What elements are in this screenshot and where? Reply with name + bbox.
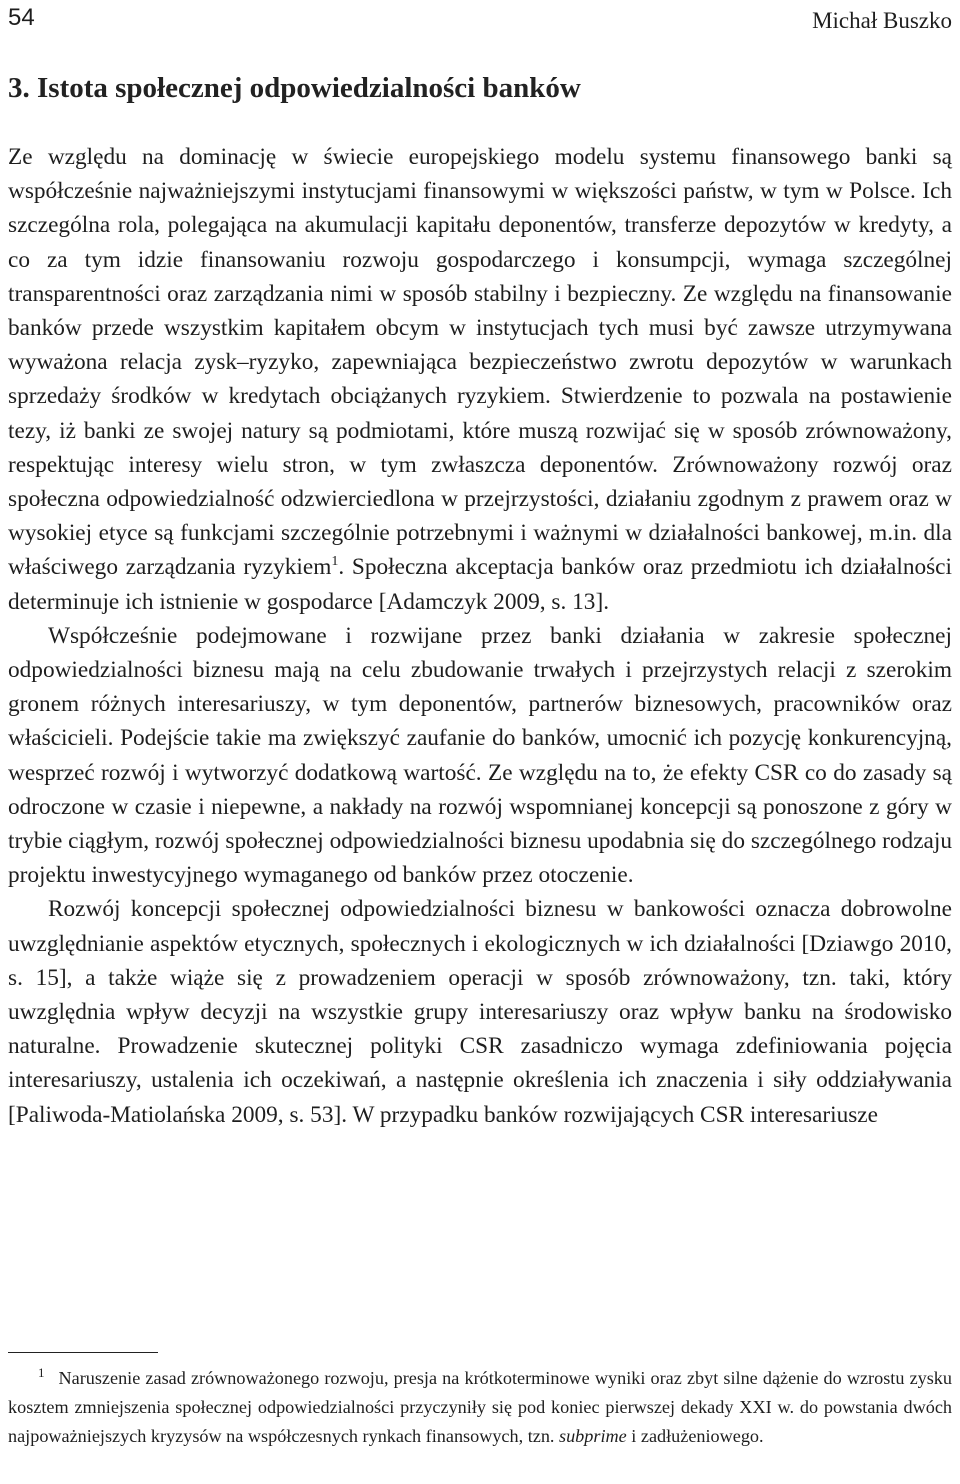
footnote-label: 1 [38,1364,45,1380]
paragraph-1-text: Ze względu na dominację w świecie europejskiego modelu systemu finansowego banki są współcześnie najważniejszymi instytucjami finansowymi w większości państw, w tym w Polsce. Ich szczególna rola, polegająca na akumulacji kapitału deponentów, transferze depozytów w kredyty, a co za tym idzie finansowaniu rozwoju gospodarczego i konsumpcji, wymaga szczególnej transparentności oraz zarządzania nimi w sposób stabilny i bezpieczny. Ze względu na finansowanie banków przede wszystkim kapitałem obcym w instytucjach tych musi być zawsze utrzymywana wyważona relacja zysk–ryzyko, zapewniająca bezpieczeństwo zwrotu depozytów w warunkach sprzedaży środków w kredytach obciążanych ryzykiem. Stwierdzenie to pozwala na postawienie tezy, iż banki ze swojej natury są podmiotami, które muszą rozwijać się w sposób zrównoważony, respektując interesy wielu stron, w tym zwłaszcza deponentów. Zrównoważony rozwój oraz społeczna odpowiedzialność odzwierciedlona w przejrzystości, działaniu zgodnym z prawem oraz w wysokiej etyce są funkcjami szczególnie potrzebnymi i ważnymi w działalności bankowej, m.in. dla właściwego zarządzania ryzykiem [8,144,952,581]
body-text [8,140,952,1132]
section-heading: 3. Istota społecznej odpowiedzialności banków [8,72,581,104]
running-head-author: Michał Buszko [812,8,952,33]
page-number: 54 [8,4,35,31]
footnote-emphasis: subprime [559,1425,627,1446]
paragraph-2: Współcześnie podejmowane i rozwijane przez banki działania w zakresie społecznej odpowiedzialności biznesu mają na celu zbudowanie trwałych i przejrzystych relacji z szerokim gronem różnych interesariuszy, w tym deponentów, partnerów biznesowych, pracowników oraz właścicieli. Podejście takie ma zwiększyć zaufanie do banków, umocnić ich pozycję konkurencyjną, wesprzeć rozwój i wytworzyć dodatkową wartość. Ze względu na to, że efekty CSR co do zasady są odroczone w czasie i niepewne, a nakłady na rozwój wspomnianej koncepcji są ponoszone z góry w trybie ciągłym, rozwój społecznej odpowiedzialności biznesu upodabnia się do szczególnego rodzaju projektu inwestycyjnego wymaganego od banków przez otoczenie. [8,622,952,889]
footnote-text: Naruszenie zasad zrównoważonego rozwoju, presja na krótkoterminowe wyniki oraz zbyt silne dążenie do wzrostu zysku kosztem zmniejszenia społecznej odpowiedzialności przyczyniły się pod koniec pierwszej dekady XXI w. do powstania dwóch najpoważniejszych kryzysów na współczesnych rynkach finansowych, tzn. [8,1368,952,1446]
page-header [8,4,952,40]
footnote-text-end: i zadłużeniowego. [631,1425,764,1446]
paragraph-1 [8,140,952,619]
footnote-divider [8,1352,158,1353]
paragraph-1-text-cont: . Społeczna akceptacja banków oraz przedmiotu ich działalności determinuje ich istnienie w gospodarce [Adamczyk 2009, s. 13]. [8,554,952,615]
footnote [8,1364,952,1450]
paragraph-3: Rozwój koncepcji społecznej odpowiedzialności biznesu w bankowości oznacza dobrowolne uwzględnianie aspektów etycznych, społecznych i ekologicznych w ich działalności [Dziawgo 2010, s. 15], a także wiąże się z prowadzeniem operacji w sposób zrównoważony, tzn. taki, który uwzględnia wpływ decyzji na wszystkie grupy interesariuszy oraz wpływ banku na środowisko naturalne. Prowadzenie skutecznej polityki CSR zasadniczo wymaga zdefiniowania pojęcia interesariuszy, ustalenia ich oczekiwań, a następnie określenia ich znaczenia i siły oddziaływania [Paliwoda-Matiolańska 2009, s. 53]. W przypadku banków rozwijających CSR interesariusze [8,896,952,1128]
footnote-reference: 1 [331,554,339,570]
